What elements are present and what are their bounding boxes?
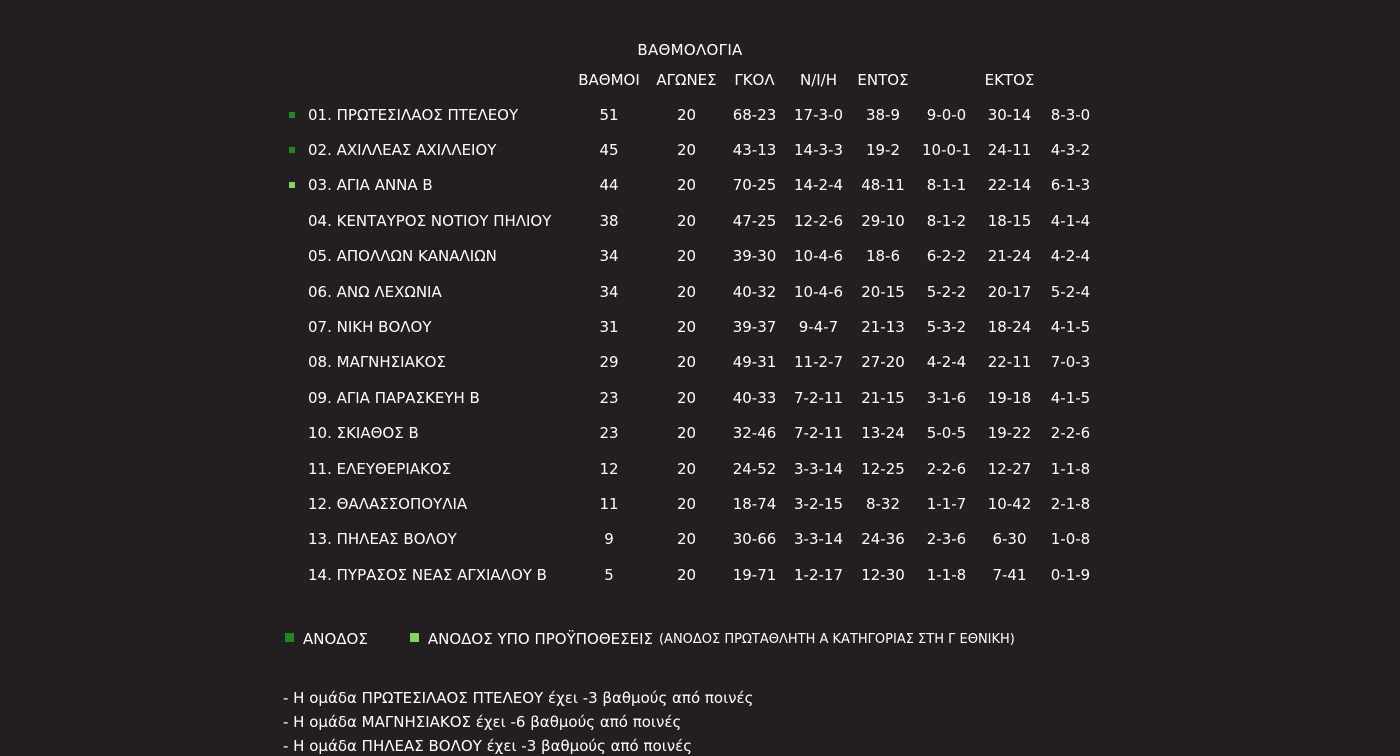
home-goals-cell: 20-15 — [861, 282, 905, 301]
home-goals-cell: 12-30 — [861, 565, 905, 584]
team-name: 14. ΠΥΡΑΣΟΣ ΝΕΑΣ ΑΓΧΙΑΛΟΥ Β — [308, 565, 547, 584]
goals-cell: 18-74 — [732, 494, 777, 513]
points-cell: 12 — [599, 459, 619, 478]
team-name: 04. ΚΕΝΤΑΥΡΟΣ ΝΟΤΙΟΥ ΠΗΛΙΟΥ — [308, 211, 552, 230]
home-goals-cell: 19-2 — [865, 141, 901, 160]
away-goals-cell: 18-24 — [987, 318, 1032, 337]
team-name: 09. ΑΓΙΑ ΠΑΡΑΣΚΕΥΗ Β — [308, 388, 480, 407]
away-wdl-cell: 8-3-0 — [1050, 105, 1091, 124]
home-wdl-cell: 1-1-7 — [926, 494, 967, 513]
legend — [285, 630, 1015, 648]
home-goals-cell: 8-32 — [865, 494, 901, 513]
away-goals-cell: 30-14 — [987, 105, 1032, 124]
home-wdl-cell: 5-0-5 — [926, 424, 967, 443]
team-cell — [280, 203, 568, 238]
table-row — [280, 557, 1100, 592]
team-cell — [280, 522, 568, 557]
away-wdl-cell: 1-1-8 — [1050, 459, 1091, 478]
team-name: 05. ΑΠΟΛΛΩΝ ΚΑΝΑΛΙΩΝ — [308, 247, 497, 266]
conditional-promotion-marker-icon — [289, 182, 295, 188]
team-cell — [280, 557, 568, 592]
home-wdl-cell: 6-2-2 — [926, 247, 967, 266]
table-row — [280, 522, 1100, 557]
team-name: 11. ΕΛΕΥΘΕΡΙΑΚΟΣ — [308, 459, 452, 478]
header-away-spacer — [1041, 62, 1100, 97]
table-row — [280, 239, 1100, 274]
team-cell — [280, 168, 568, 203]
home-wdl-cell: 1-1-8 — [926, 565, 967, 584]
games-cell: 20 — [676, 211, 697, 230]
home-wdl-cell: 3-1-6 — [926, 388, 967, 407]
away-goals-cell: 19-22 — [987, 424, 1032, 443]
away-wdl-cell: 4-2-4 — [1050, 247, 1091, 266]
table-row — [280, 380, 1100, 415]
team-cell — [280, 451, 568, 486]
wdl-cell: 7-2-11 — [794, 388, 843, 407]
points-cell: 44 — [599, 176, 619, 195]
team-name: 06. ΑΝΩ ΛΕΧΩΝΙΑ — [308, 282, 442, 301]
team-cell — [280, 416, 568, 451]
team-cell — [280, 239, 568, 274]
team-cell — [280, 274, 568, 309]
wdl-cell: 7-2-11 — [794, 424, 843, 443]
team-name: 08. ΜΑΓΝΗΣΙΑΚΟΣ — [308, 353, 446, 372]
team-cell — [280, 345, 568, 380]
games-cell: 20 — [676, 530, 697, 549]
wdl-cell: 9-4-7 — [798, 318, 839, 337]
wdl-cell: 14-2-4 — [794, 176, 843, 195]
away-goals-cell: 12-27 — [987, 459, 1032, 478]
points-cell: 23 — [599, 388, 619, 407]
points-cell: 9 — [604, 530, 614, 549]
home-wdl-cell: 4-2-4 — [926, 353, 967, 372]
away-wdl-cell: 4-1-5 — [1050, 388, 1091, 407]
home-goals-cell: 27-20 — [861, 353, 905, 372]
games-cell: 20 — [676, 282, 697, 301]
goals-cell: 40-32 — [732, 282, 777, 301]
home-wdl-cell: 2-3-6 — [926, 530, 967, 549]
points-cell: 34 — [599, 247, 619, 266]
table-row — [280, 168, 1100, 203]
away-goals-cell: 22-14 — [987, 176, 1032, 195]
points-cell: 29 — [599, 353, 619, 372]
goals-cell: 30-66 — [732, 530, 777, 549]
team-cell — [280, 486, 568, 521]
wdl-cell: 10-4-6 — [794, 247, 843, 266]
team-cell — [280, 309, 568, 344]
home-goals-cell: 38-9 — [865, 105, 901, 124]
home-wdl-cell: 2-2-6 — [926, 459, 967, 478]
home-goals-cell: 18-6 — [865, 247, 901, 266]
away-wdl-cell: 2-1-8 — [1050, 494, 1091, 513]
home-goals-cell: 21-13 — [861, 318, 905, 337]
home-goals-cell: 24-36 — [861, 530, 905, 549]
penalty-note: - Η ομάδα ΠΗΛΕΑΣ ΒΟΛΟΥ έχει -3 βαθμούς από ποινές — [283, 737, 693, 755]
games-cell: 20 — [676, 318, 697, 337]
away-wdl-cell: 0-1-9 — [1050, 565, 1091, 584]
home-goals-cell: 29-10 — [861, 211, 905, 230]
table-row — [280, 451, 1100, 486]
header-home: ΕΝΤΟΣ — [857, 70, 909, 89]
away-goals-cell: 19-18 — [987, 388, 1032, 407]
home-wdl-cell: 5-2-2 — [926, 282, 967, 301]
games-cell: 20 — [676, 353, 697, 372]
table-row — [280, 416, 1100, 451]
team-name: 01. ΠΡΩΤΕΣΙΛΑΟΣ ΠΤΕΛΕΟΥ — [308, 105, 519, 124]
table-row — [280, 309, 1100, 344]
header-wdl: Ν/Ι/Η — [799, 70, 838, 89]
games-cell: 20 — [676, 459, 697, 478]
away-wdl-cell: 6-1-3 — [1050, 176, 1091, 195]
page-title: ΒΑΘΜΟΛΟΓΙΑ — [637, 41, 743, 59]
wdl-cell: 12-2-6 — [794, 211, 843, 230]
standings-table — [280, 62, 1100, 592]
goals-cell: 39-30 — [732, 247, 777, 266]
team-name: 07. ΝΙΚΗ ΒΟΛΟΥ — [308, 318, 432, 337]
games-cell: 20 — [676, 105, 697, 124]
goals-cell: 43-13 — [732, 141, 777, 160]
points-cell: 11 — [599, 494, 619, 513]
home-goals-cell: 12-25 — [861, 459, 905, 478]
goals-cell: 49-31 — [732, 353, 777, 372]
conditional-promotion-marker-icon — [410, 633, 419, 642]
away-wdl-cell: 5-2-4 — [1050, 282, 1091, 301]
goals-cell: 40-33 — [732, 388, 777, 407]
goals-cell: 68-23 — [732, 105, 777, 124]
promotion-marker-icon — [289, 112, 295, 118]
goals-cell: 32-46 — [732, 424, 777, 443]
away-goals-cell: 24-11 — [987, 141, 1032, 160]
header-points: ΒΑΘΜΟΙ — [578, 70, 640, 89]
legend-promotion — [285, 630, 368, 648]
wdl-cell: 17-3-0 — [794, 105, 843, 124]
away-wdl-cell: 4-1-5 — [1050, 318, 1091, 337]
away-wdl-cell: 1-0-8 — [1050, 530, 1091, 549]
table-row — [280, 274, 1100, 309]
goals-cell: 47-25 — [732, 211, 777, 230]
wdl-cell: 14-3-3 — [794, 141, 843, 160]
wdl-cell: 11-2-7 — [794, 353, 843, 372]
games-cell: 20 — [676, 424, 697, 443]
away-goals-cell: 6-30 — [992, 530, 1027, 549]
team-name: 10. ΣΚΙΑΘΟΣ Β — [308, 424, 419, 443]
away-goals-cell: 10-42 — [987, 494, 1032, 513]
team-cell — [280, 97, 568, 132]
away-goals-cell: 7-41 — [992, 565, 1027, 584]
wdl-cell: 1-2-17 — [794, 565, 843, 584]
table-row — [280, 132, 1100, 167]
legend-conditional — [410, 630, 1015, 648]
away-wdl-cell: 7-0-3 — [1050, 353, 1091, 372]
promotion-marker-icon — [285, 633, 294, 642]
home-wdl-cell: 9-0-0 — [926, 105, 967, 124]
legend-conditional-label: ΑΝΟΔΟΣ ΥΠΟ ΠΡΟΫΠΟΘΕΣΕΙΣ — [427, 630, 653, 648]
goals-cell: 39-37 — [732, 318, 777, 337]
games-cell: 20 — [676, 247, 697, 266]
promotion-marker-icon — [289, 147, 295, 153]
away-goals-cell: 22-11 — [987, 353, 1032, 372]
away-wdl-cell: 4-1-4 — [1050, 211, 1091, 230]
home-wdl-cell: 5-3-2 — [926, 318, 967, 337]
points-cell: 31 — [599, 318, 619, 337]
team-name: 03. ΑΓΙΑ ΑΝΝΑ Β — [308, 176, 433, 195]
home-goals-cell: 21-15 — [861, 388, 905, 407]
table-row — [280, 203, 1100, 238]
points-cell: 5 — [604, 565, 614, 584]
header-team — [280, 62, 568, 97]
wdl-cell: 3-3-14 — [794, 459, 843, 478]
home-wdl-cell: 8-1-2 — [926, 211, 967, 230]
penalty-note: - Η ομάδα ΜΑΓΝΗΣΙΑΚΟΣ έχει -6 βαθμούς από ποινές — [283, 713, 682, 731]
standings-body — [280, 97, 1100, 592]
legend-promotion-label: ΑΝΟΔΟΣ — [303, 630, 368, 648]
games-cell: 20 — [676, 176, 697, 195]
team-name: 13. ΠΗΛΕΑΣ ΒΟΛΟΥ — [308, 530, 457, 549]
goals-cell: 70-25 — [732, 176, 777, 195]
header-games: ΑΓΩΝΕΣ — [656, 70, 717, 89]
wdl-cell: 10-4-6 — [794, 282, 843, 301]
points-cell: 38 — [599, 211, 619, 230]
goals-cell: 24-52 — [732, 459, 777, 478]
points-cell: 23 — [599, 424, 619, 443]
team-name: 02. ΑΧΙΛΛΕΑΣ ΑΧΙΛΛΕΙΟΥ — [308, 141, 497, 160]
home-goals-cell: 48-11 — [861, 176, 905, 195]
table-row — [280, 97, 1100, 132]
header-goals: ΓΚΟΛ — [734, 70, 775, 89]
games-cell: 20 — [676, 494, 697, 513]
wdl-cell: 3-3-14 — [794, 530, 843, 549]
header-home-spacer — [915, 62, 978, 97]
points-cell: 34 — [599, 282, 619, 301]
away-goals-cell: 18-15 — [987, 211, 1032, 230]
points-cell: 45 — [599, 141, 619, 160]
away-goals-cell: 21-24 — [987, 247, 1032, 266]
team-cell — [280, 132, 568, 167]
home-goals-cell: 13-24 — [861, 424, 905, 443]
home-wdl-cell: 8-1-1 — [926, 176, 967, 195]
goals-cell: 19-71 — [732, 565, 777, 584]
team-cell — [280, 380, 568, 415]
wdl-cell: 3-2-15 — [794, 494, 843, 513]
games-cell: 20 — [676, 388, 697, 407]
points-cell: 51 — [599, 105, 619, 124]
team-name: 12. ΘΑΛΑΣΣΟΠΟΥΛΙΑ — [308, 494, 468, 513]
home-wdl-cell: 10-0-1 — [922, 141, 971, 160]
penalty-notes — [283, 686, 753, 756]
table-row — [280, 345, 1100, 380]
legend-conditional-note: (ΑΝΟΔΟΣ ΠΡΩΤΑΘΛΗΤΗ Α ΚΑΤΗΓΟΡΙΑΣ ΣΤΗ Γ ΕΘΝΙΚΗ) — [658, 632, 1015, 647]
away-goals-cell: 20-17 — [987, 282, 1032, 301]
penalty-note: - Η ομάδα ΠΡΩΤΕΣΙΛΑΟΣ ΠΤΕΛΕΟΥ έχει -3 βαθμούς από ποινές — [283, 689, 754, 707]
header-away: ΕΚΤΟΣ — [984, 70, 1035, 89]
table-header-row — [280, 62, 1100, 97]
table-row — [280, 486, 1100, 521]
away-wdl-cell: 4-3-2 — [1050, 141, 1091, 160]
games-cell: 20 — [676, 141, 697, 160]
games-cell: 20 — [676, 565, 697, 584]
away-wdl-cell: 2-2-6 — [1050, 424, 1091, 443]
